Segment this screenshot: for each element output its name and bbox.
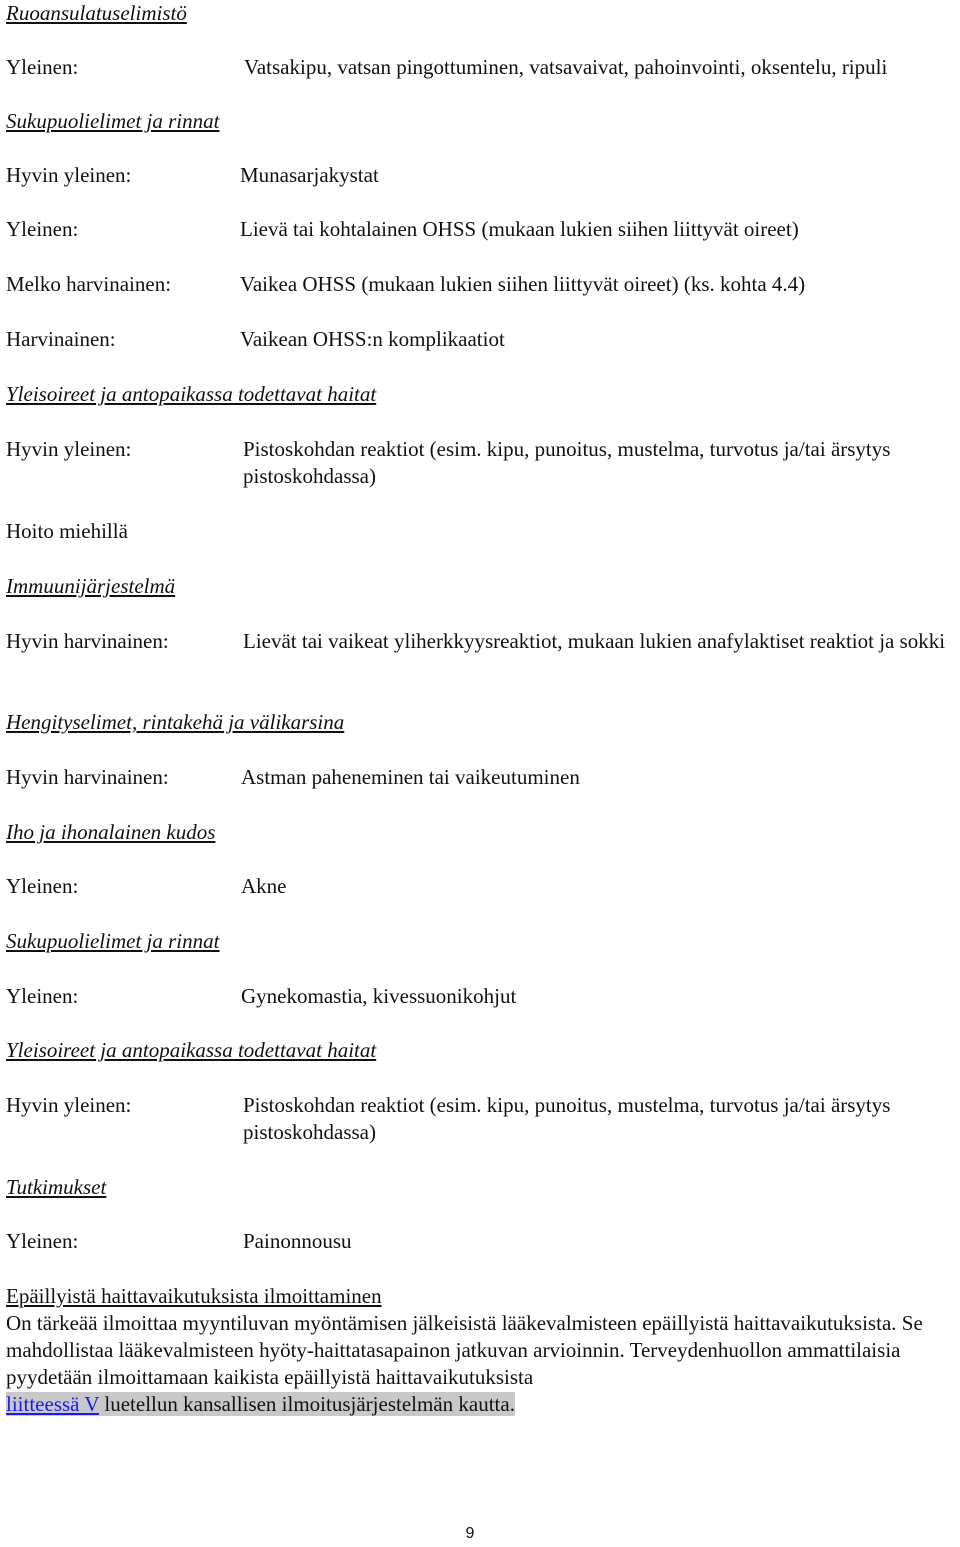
section-heading-investigations: Tutkimukset [6, 1175, 107, 1199]
reporting-notice-title: Epäillyistä haittavaikutuksista ilmoittaminen [6, 1284, 382, 1308]
reporting-notice [6, 1283, 946, 1418]
section-heading-respiratory: Hengityselimet, rintakehä ja välikarsina [6, 710, 345, 734]
reporting-notice-text [6, 1310, 946, 1418]
frequency-label: Yleinen: [6, 217, 79, 241]
frequency-label: Melko harvinainen: [6, 272, 172, 296]
frequency-label: Hyvin yleinen: [6, 437, 132, 461]
adverse-effect-description: Vatsakipu, vatsan pingottuminen, vatsavaivat, pahoinvointi, oksentelu, ripuli [244, 55, 888, 79]
frequency-label: Yleinen: [6, 984, 79, 1008]
frequency-label: Yleinen: [6, 55, 79, 79]
section-heading-reproductive: Sukupuolielimet ja rinnat [6, 109, 220, 133]
section-heading-general-disorders: Yleisoireet ja antopaikassa todettavat haitat [6, 382, 377, 406]
section-heading-gastrointestinal: Ruoansulatuselimistö [6, 1, 187, 25]
adverse-effect-description: Munasarjakystat [240, 163, 379, 187]
adverse-effect-description: Akne [241, 874, 287, 898]
section-heading-skin: Iho ja ihonalainen kudos [6, 820, 216, 844]
adverse-effect-description: Lievät tai vaikeat yliherkkyysreaktiot, mukaan lukien anafylaktiset reaktiot ja sokki [243, 629, 946, 653]
frequency-label: Yleinen: [6, 874, 79, 898]
reporting-notice-text-part2: luetellun kansallisen ilmoitusjärjestelmän kautta. [99, 1392, 515, 1416]
adverse-effect-description: Lievä tai kohtalainen OHSS (mukaan lukien siihen liittyvät oireet) [240, 217, 799, 241]
adverse-effect-description: Vaikean OHSS:n komplikaatiot [240, 327, 505, 351]
adverse-effect-description: Astman paheneminen tai vaikeutuminen [241, 765, 580, 789]
annex-v-link[interactable]: liitteessä V [6, 1392, 100, 1416]
frequency-label: Hyvin yleinen: [6, 1093, 132, 1117]
section-heading-immune-system: Immuunijärjestelmä [6, 574, 176, 598]
frequency-label: Hyvin yleinen: [6, 163, 132, 187]
adverse-effect-description: Pistoskohdan reaktiot (esim. kipu, punoitus, mustelma, turvotus ja/tai ärsytys pistoskohdassa) [243, 1093, 891, 1144]
section-heading-reproductive-men: Sukupuolielimet ja rinnat [6, 929, 220, 953]
frequency-label: Hyvin harvinainen: [6, 765, 169, 789]
adverse-effect-description: Vaikea OHSS (mukaan lukien siihen liittyvät oireet) (ks. kohta 4.4) [240, 272, 806, 296]
adverse-effect-description: Painonnousu [243, 1229, 352, 1253]
frequency-label: Harvinainen: [6, 327, 116, 351]
adverse-effect-description: Gynekomastia, kivessuonikohjut [241, 984, 517, 1008]
adverse-effect-description: Pistoskohdan reaktiot (esim. kipu, punoitus, mustelma, turvotus ja/tai ärsytys pistoskohdassa) [243, 437, 891, 488]
frequency-label: Hyvin harvinainen: [6, 629, 169, 653]
men-treatment-heading: Hoito miehillä [6, 519, 128, 543]
frequency-label: Yleinen: [6, 1229, 79, 1253]
page-number: 9 [465, 1525, 475, 1542]
reporting-notice-text-part1: On tärkeää ilmoittaa myyntiluvan myöntämisen jälkeisistä lääkevalmisteen epäillyistä haittavaikutuksista. Se mahdollistaa lääkevalmisteen hyöty-haittatasapainon jatkuvan arvioinnin. Terveydenhuollon ammattilaisia pyydetään ilmoittamaan kaikista epäillyistä haittavaikutuksista [6, 1311, 923, 1389]
section-heading-general-disorders-men: Yleisoireet ja antopaikassa todettavat haitat [6, 1038, 377, 1062]
